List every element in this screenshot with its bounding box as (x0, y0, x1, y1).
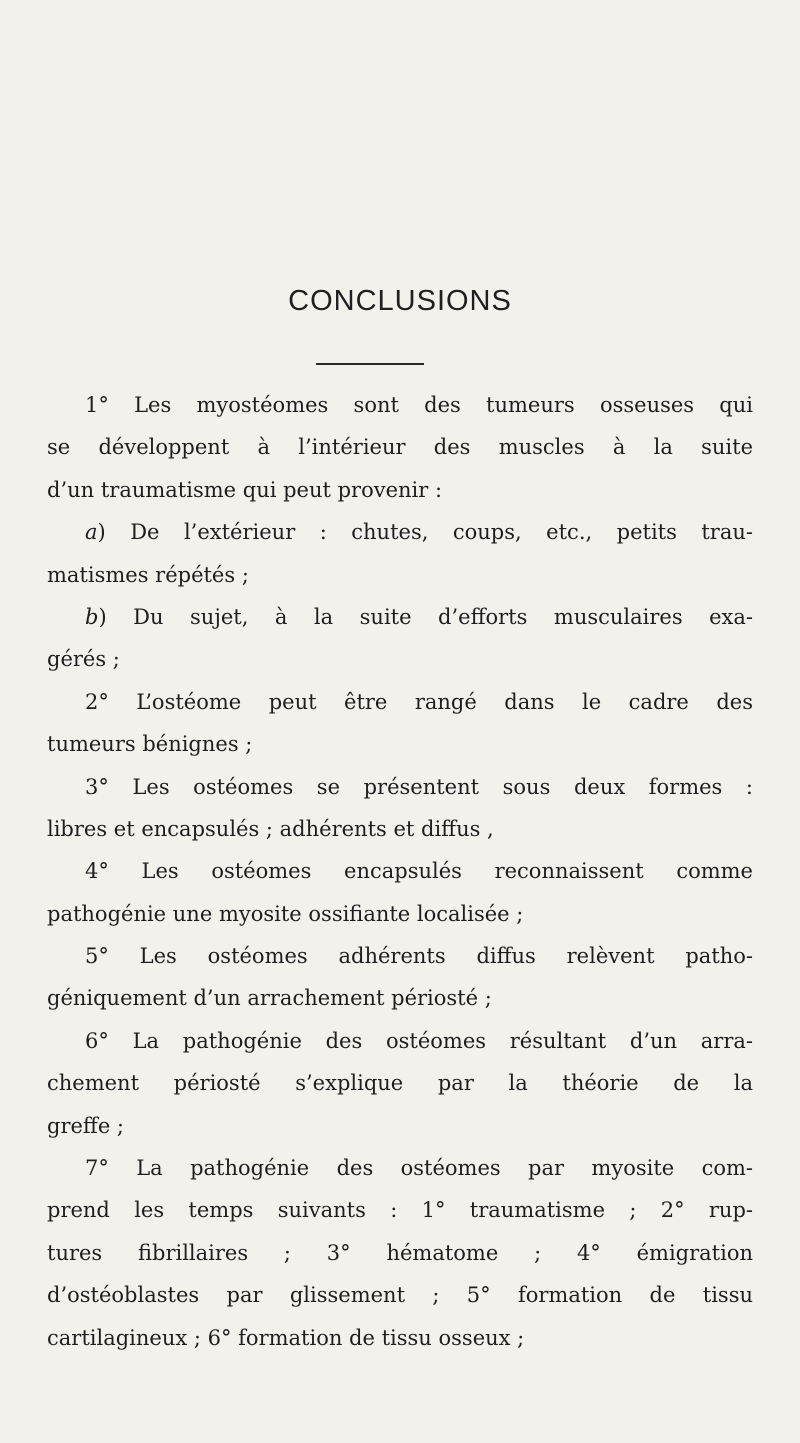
text-line: greffe ; (47, 1113, 125, 1138)
title-divider (316, 363, 424, 365)
text-line: pathogénie une myosite ossifiante localisée ; (47, 901, 524, 926)
text-line: 3° Les ostéomes se présentent sous deux formes : (85, 774, 753, 799)
text-line: gérés ; (47, 647, 120, 672)
text-line: d’un traumatisme qui peut provenir : (47, 477, 443, 502)
text-line: b) Du sujet, à la suite d’efforts musculaires exa- (85, 604, 753, 629)
text-line: 1° Les myostéomes sont des tumeurs osseuses qui (85, 393, 753, 417)
text-line: prend les temps suivants : 1° traumatisme ; 2° rup- (47, 1198, 753, 1223)
text-line: 6° La pathogénie des ostéomes résultant d’un arra- (85, 1028, 753, 1053)
page-title: CONCLUSIONS (288, 285, 512, 317)
text-line: 2° L’ostéome peut être rangé dans le cadre des (85, 689, 753, 714)
text-line: tumeurs bénignes ; (47, 732, 253, 757)
text-line: géniquement d’un arrachement périosté ; (47, 986, 492, 1011)
text-line: a) De l’extérieur : chutes, coups, etc., petits trau- (85, 520, 753, 545)
text-line: cartilagineux ; 6° formation de tissu osseux ; (47, 1325, 525, 1350)
text-line: 4° Les ostéomes encapsulés reconnaissent comme (85, 859, 753, 884)
text-line: se développent à l’intérieur des muscles à la suite (47, 435, 753, 460)
text-line: chement périosté s’explique par la théorie de la (47, 1071, 753, 1096)
conclusions-list (47, 384, 753, 1359)
text-line: tures fibrillaires ; 3° hématome ; 4° émigration (47, 1240, 753, 1265)
text-line: d’ostéoblastes par glissement ; 5° formation de tissu (47, 1283, 753, 1308)
text-line: matismes répétés ; (47, 562, 249, 587)
text-line: 5° Les ostéomes adhérents diffus relèvent patho- (85, 944, 753, 969)
text-line: libres et encapsulés ; adhérents et diffus , (47, 816, 494, 841)
text-line: 7° La pathogénie des ostéomes par myosite com- (85, 1156, 753, 1181)
